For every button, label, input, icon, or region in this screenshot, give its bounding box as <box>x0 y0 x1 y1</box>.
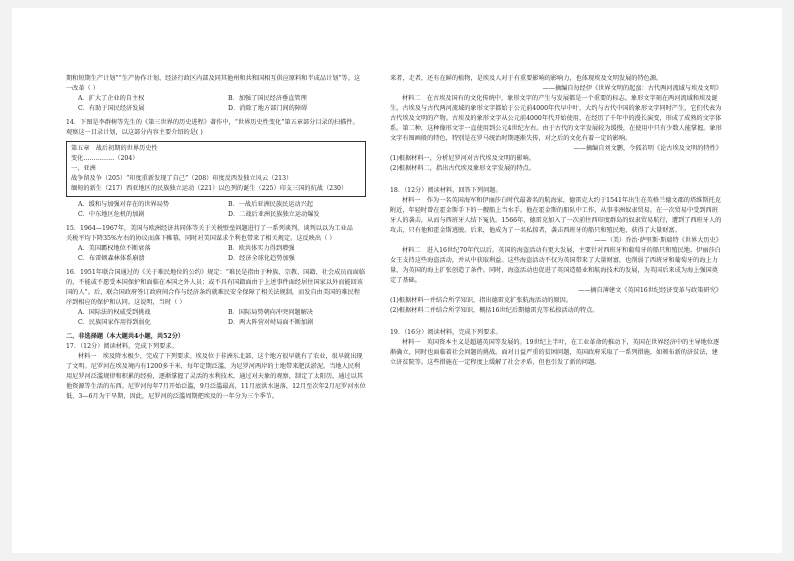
q15-option-b[interactable]: B．欧共体实力得到增强 <box>228 245 295 252</box>
q18-material-2: 材料二 进入16世纪70年代以后，英国的海盗活动有更大发展，主要针对西班牙和葡萄牙的船只和殖民地。伊丽莎白女王支持这些海盗活动，并从中获取利益。这些海盗活动不仅为英国带来了大量财富，也削弱了西班牙和葡萄牙的海上力量，为英国的海上扩张创造了条件。同时，海盗活动也促进了英国造船业和航海技术的发展，为英国后来成为海上强国奠定了基础。 <box>390 247 721 284</box>
source-citation: ——（美）乔治·萨里斯·斯瑞特《世界大历史》 <box>594 237 722 244</box>
q16-option-b[interactable]: B．国际局势朝向冲突问题解决 <box>228 309 313 316</box>
q14-option-c[interactable]: C．中东地区危机的加剧 <box>78 211 145 218</box>
left-column <box>66 74 366 402</box>
q16-option-d[interactable]: D．两大阵营对峙局面不断加剧 <box>228 319 314 326</box>
q18-heading: 18．（12分）阅读材料，回答下列问题。 <box>390 187 502 194</box>
q17-material-2: 材料二 在古埃及国有的文化传统中，象形文字的产生与发展都是一个重要的标志。象形文字刻在两河流域和埃及诞生。古埃及与古代两河流域的象形文字都始于公元前4000年代早中叶，大约与古代中国的象形文字同时产生，它们代表为古代埃及文明的产物。古埃及的象形文字从公元前4000年代开始使用，在经历了千年中的漫长演变，形成了成熟的文字体系。第二种，这种像形文字一直使用到公元4世纪左右。由于古代的文字发展较为缓慢，在使用中只有少数人能掌握。象形文字有图画般的特色，特别是在罗马统治时期逐渐失传，对之后的文化有着一定的影响。 <box>390 95 722 142</box>
q18-subquestion-1: (1)根据材料一并结合所学知识，指出德雷克扩张航海活动的原因。 <box>390 297 573 304</box>
q15-stem-line2: 关税平均下降35%左右的协议而落下帷幕，同时对美国谋求个利也带来了相关规定。这反映出（ ） <box>66 235 336 242</box>
toc-line: 第五章 战后初期的世界历史性 <box>71 145 158 152</box>
q14-option-d[interactable]: D．二战后亚洲民族独立运动爆发 <box>228 211 320 218</box>
source-citation: ——摘编自每经伊《世界文明的起蛮：古代两河流域与埃及文明》 <box>542 85 722 92</box>
toc-line: 一、亚洲 <box>71 165 96 172</box>
source-citation: ——摘自薄建文《英国16世纪经济变革与政策研究》 <box>578 287 722 294</box>
q14-options-row1 <box>66 200 366 210</box>
q16-options-row2 <box>66 318 366 328</box>
q17-subquestion-2: (2)根据材料二，指出古代埃及象形文字发展的特点。 <box>390 165 535 172</box>
source-citation: ——摘编自刘文鹏，令狐若明《论古埃及文明的特性》 <box>573 145 722 152</box>
q15-option-d[interactable]: D．经济全球化趋势加强 <box>228 255 295 262</box>
q14-stem-line1: 14．下图是李群树等先生的《第三世界的历史进程》著作中，“世界历史性变化”第五章部分目录的扫描件。 <box>66 119 359 126</box>
q18-subquestion-2: (2)根据材料二并结合所学知识，概括16世纪后期德雷克等私掠活动的特点。 <box>390 307 599 314</box>
q13-option-c[interactable]: C．有助于国民经济发展 <box>78 105 145 112</box>
q15-option-c[interactable]: C．布雷顿森林体系崩溃 <box>78 255 145 262</box>
q16-option-c[interactable]: C．民族国家作用得到弱化 <box>78 319 151 326</box>
table-of-contents-box <box>66 141 366 197</box>
q13-option-a[interactable]: A．扩大了企业的自主权 <box>78 95 145 102</box>
q17-material-1: 材料一 埃及降水极少，完成了下列要求。埃及位于非洲东北部，这个地方很早就有了农业，很早就出现了文明。尼罗河在埃及境内有1200多千米，每年定期泛滥，为尼罗河两岸的土地带来肥沃淤泥。当地人民利用尼罗河泛滥规律和积累的经验，逐渐掌握了灵活的水利技术，通过对天象的观察，制定了太阳历，通过以其他资源等生活的东西。尼罗河每年7月开始泛滥，9月泛滥最高，11月底洪水退落，12月至次年2月尼罗河水位低，3—6月为干旱期，因此，尼罗河的泛滥周期把埃及的一年分为三个季节。 <box>66 353 366 400</box>
q18-material-1: 材料一 作为一名英国海军和伊丽莎白时代最著名的航海家，德雷克大约于1541年出生在英格兰德文郡的塔维斯托克附近，年轻时曾在霍金斯手下的一艘船上当水手。他在霍金斯的船队中工作，从事非洲奴隶贸易，在一次贸易中受到西班牙人的袭击，从而与西班牙人结下冤仇。1566年，德雷克加入了一次前往西印度群岛的奴隶贸易航行，遭到了西班牙人的攻击，只有他和霍金斯逃脱。后来，他成为了一名私掠者，袭击西班牙的船只和殖民地，获得了大量财富。 <box>390 197 722 234</box>
q16-stem: 16．1951年联合国通过的《关于难民地位的公约》规定：“难民是指由于种族、宗教、国籍、社会成员而面临的，不能或不愿受本国保护和面临在本国之外人员；或不具有国籍面由于上述事件面经居住国家以外而能回该国的人”。后，联合国政府签订政府间合作与经济条约就难民安全保障了相关法规制，而发自由美国的难民程序到相应的保护和认同。这说明，当时（ ） <box>66 269 366 306</box>
toc-line: 变化……………（204） <box>71 155 139 162</box>
section-title: 二、非选择题（本大题共4小题，共52分） <box>66 333 185 340</box>
q17-subquestion-1: (1)根据材料一，分析尼罗河对古代埃及文明的影响。 <box>390 155 535 162</box>
q15-options-row2 <box>66 254 366 264</box>
q14-option-a[interactable]: A．缓和与加强对存在的世界局势 <box>78 201 170 208</box>
q13-option-b[interactable]: B．加强了国民经济垂直管理 <box>228 95 307 102</box>
exam-page <box>12 8 782 553</box>
q14-stem-line2: 观察这一目录计划，以这部分内容主要介绍的是( ) <box>66 129 203 136</box>
q16-options-row1 <box>66 308 366 318</box>
right-column <box>390 74 722 368</box>
q19-heading: 19．（16分）阅读材料，完成下列要求。 <box>390 329 502 336</box>
q13-stem-line1: 期和短期生产计划”“生产协作计划、经济行政区内部及同其他州和共和国相互供应原料和半成品计划”等。这 <box>66 75 361 82</box>
q13-options-row2 <box>66 104 366 114</box>
q19-material-1: 材料一 英国资本主义是超越英国等发展的。19世纪上半叶，在工业革命的推动下，英国在世界经济中的主导地位逐渐确立，同时也面临着社会问题的挑战。面对日益严重的贫困问题，英国政府采取了一系列措施，如颁布新的济贫法，建立济贫院等。这些措施在一定程度上缓解了社会矛盾，但也引发了新的问题。 <box>390 339 720 366</box>
q15-option-a[interactable]: A．美国霸权地位不断衰落 <box>78 245 151 252</box>
toc-line: 缅甸的新生（217）西亚地区的民族独立运动（221）以色列的诞生（225）印支三国的抗战（230） <box>71 185 348 192</box>
q17-material-1-cont: 来者，走者，还有在鲜的植物，是埃及人对于有重要影响的影响力，也体现埃及文明发展的特色源。 <box>390 75 663 82</box>
toc-line: 战争留及争（205）“印度重新发现了自己”（208）印度反西发独立风云（213） <box>71 175 293 182</box>
q13-stem-line2: 一改革（ ） <box>66 85 99 92</box>
q13-options-row1 <box>66 94 366 104</box>
q17-heading: 17．（12分）阅读材料，完成下列要求。 <box>66 343 178 350</box>
q16-option-a[interactable]: A．国际法的权威受到挑战 <box>78 309 151 316</box>
q15-stem-line1: 15．1964—1967年，美国与欧洲经济共同体等关于关税壁垒问题进行了一系列谈判，谈判以以为工业品 <box>66 225 353 232</box>
q14-options-row2 <box>66 210 366 220</box>
q15-options-row1 <box>66 244 366 254</box>
q14-option-b[interactable]: B．一战后亚洲民族民运动兴起 <box>228 201 313 208</box>
q13-option-d[interactable]: D．消除了地方部门间的障碍 <box>228 105 308 112</box>
